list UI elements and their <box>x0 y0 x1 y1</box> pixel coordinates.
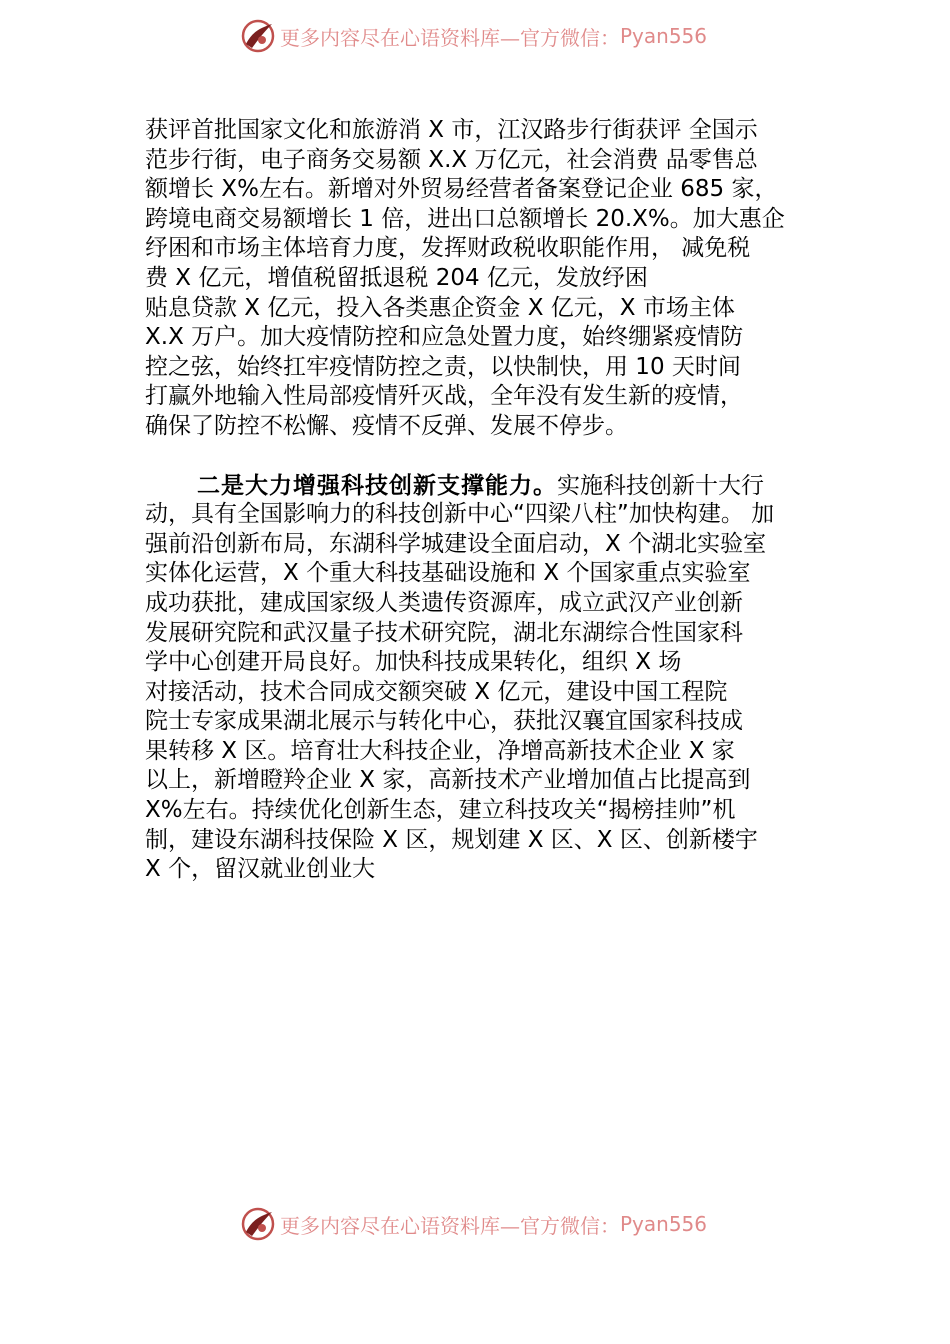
paragraph-2-first-line-rest: 实施科技创新十大行 <box>557 472 764 499</box>
text-line: 成功获批，建成国家级人类遗传资源库，成立武汉产业创新 <box>145 589 743 616</box>
text-line: 学中心创建开局良好。加快科技成果转化，组织 X 场 <box>145 649 682 676</box>
paragraph-2 <box>145 471 835 885</box>
paragraph-2-first-line <box>145 471 835 501</box>
text-line: X 个，留汉就业创业大 <box>145 856 376 883</box>
text-line: 发展研究院和武汉量子技术研究院，湖北东湖综合性国家科 <box>145 619 743 646</box>
watermark-wechat-id: Pyan556 <box>620 24 708 48</box>
text-line: 额增长 X%左右。新增对外贸易经营者备案登记企业 685 家， <box>145 176 778 203</box>
paragraph-1 <box>145 116 835 442</box>
text-line: 范步行街，电子商务交易额 X.X 万亿元，社会消费 品零售总 <box>145 146 758 173</box>
text-line: 对接活动，技术合同成交额突破 X 亿元，建设中国工程院 <box>145 678 728 705</box>
text-line: 确保了防控不松懈、疫情不反弹、发展不停步。 <box>145 412 628 439</box>
watermark-text: 更多内容尽在心语资料库—官方微信： <box>280 1213 620 1238</box>
text-line: 获评首批国家文化和旅游消 X 市，江汉路步行街获评 全国示 <box>145 117 758 143</box>
text-line: 以上，新增瞪羚企业 X 家，高新技术产业增加值占比提高到 <box>145 767 751 794</box>
text-line: X.X 万户。加大疫情防控和应急处置力度，始终绷紧疫情防 <box>145 324 744 351</box>
document-body <box>145 116 835 885</box>
text-line: 院士专家成果湖北展示与转化中心，获批汉襄宜国家科技成 <box>145 708 743 735</box>
text-line: 控之弦，始终扛牢疫情防控之责，以快制快，用 10 天时间 <box>145 353 741 380</box>
text-line: 贴息贷款 X 亿元，投入各类惠企资金 X 亿元，X 市场主体 <box>145 294 735 321</box>
text-line: 打赢外地输入性局部疫情歼灭战，全年没有发生新的疫情， <box>145 383 743 410</box>
text-line: 强前沿创新布局，东湖科学城建设全面启动，X 个湖北实验室 <box>145 530 767 557</box>
paragraph-spacer <box>145 442 835 471</box>
header-watermark <box>240 16 760 56</box>
text-line: 跨境电商交易额增长 1 倍，进出口总额增长 20.X%。加大惠企 <box>145 205 785 232</box>
text-line: 实体化运营，X 个重大科技基础设施和 X 个国家重点实验室 <box>145 560 751 587</box>
text-line: 纾困和市场主体培育力度，发挥财政税收职能作用， 减免税 <box>145 235 751 262</box>
text-line: 果转移 X 区。培育壮大科技企业，净增高新技术企业 X 家 <box>145 737 735 764</box>
paragraph-2-lead-heading: 二是大力增强科技创新支撑能力。 <box>197 471 557 499</box>
watermark-wechat-id: Pyan556 <box>620 1212 708 1236</box>
text-line: 费 X 亿元，增值税留抵退税 204 亿元，发放纾困 <box>145 264 648 291</box>
seal-logo-icon <box>240 18 276 54</box>
text-line: X%左右。持续优化创新生态，建立科技攻关“揭榜挂帅”机 <box>145 797 736 824</box>
watermark-text: 更多内容尽在心语资料库—官方微信： <box>280 25 620 50</box>
seal-logo-icon <box>240 1206 276 1242</box>
text-line: 动，具有全国影响力的科技创新中心“四梁八柱”加快构建。 加 <box>145 501 775 528</box>
footer-watermark <box>240 1204 760 1244</box>
text-line: 制，建设东湖科技保险 X 区，规划建 X 区、X 区、创新楼宇 <box>145 826 758 853</box>
